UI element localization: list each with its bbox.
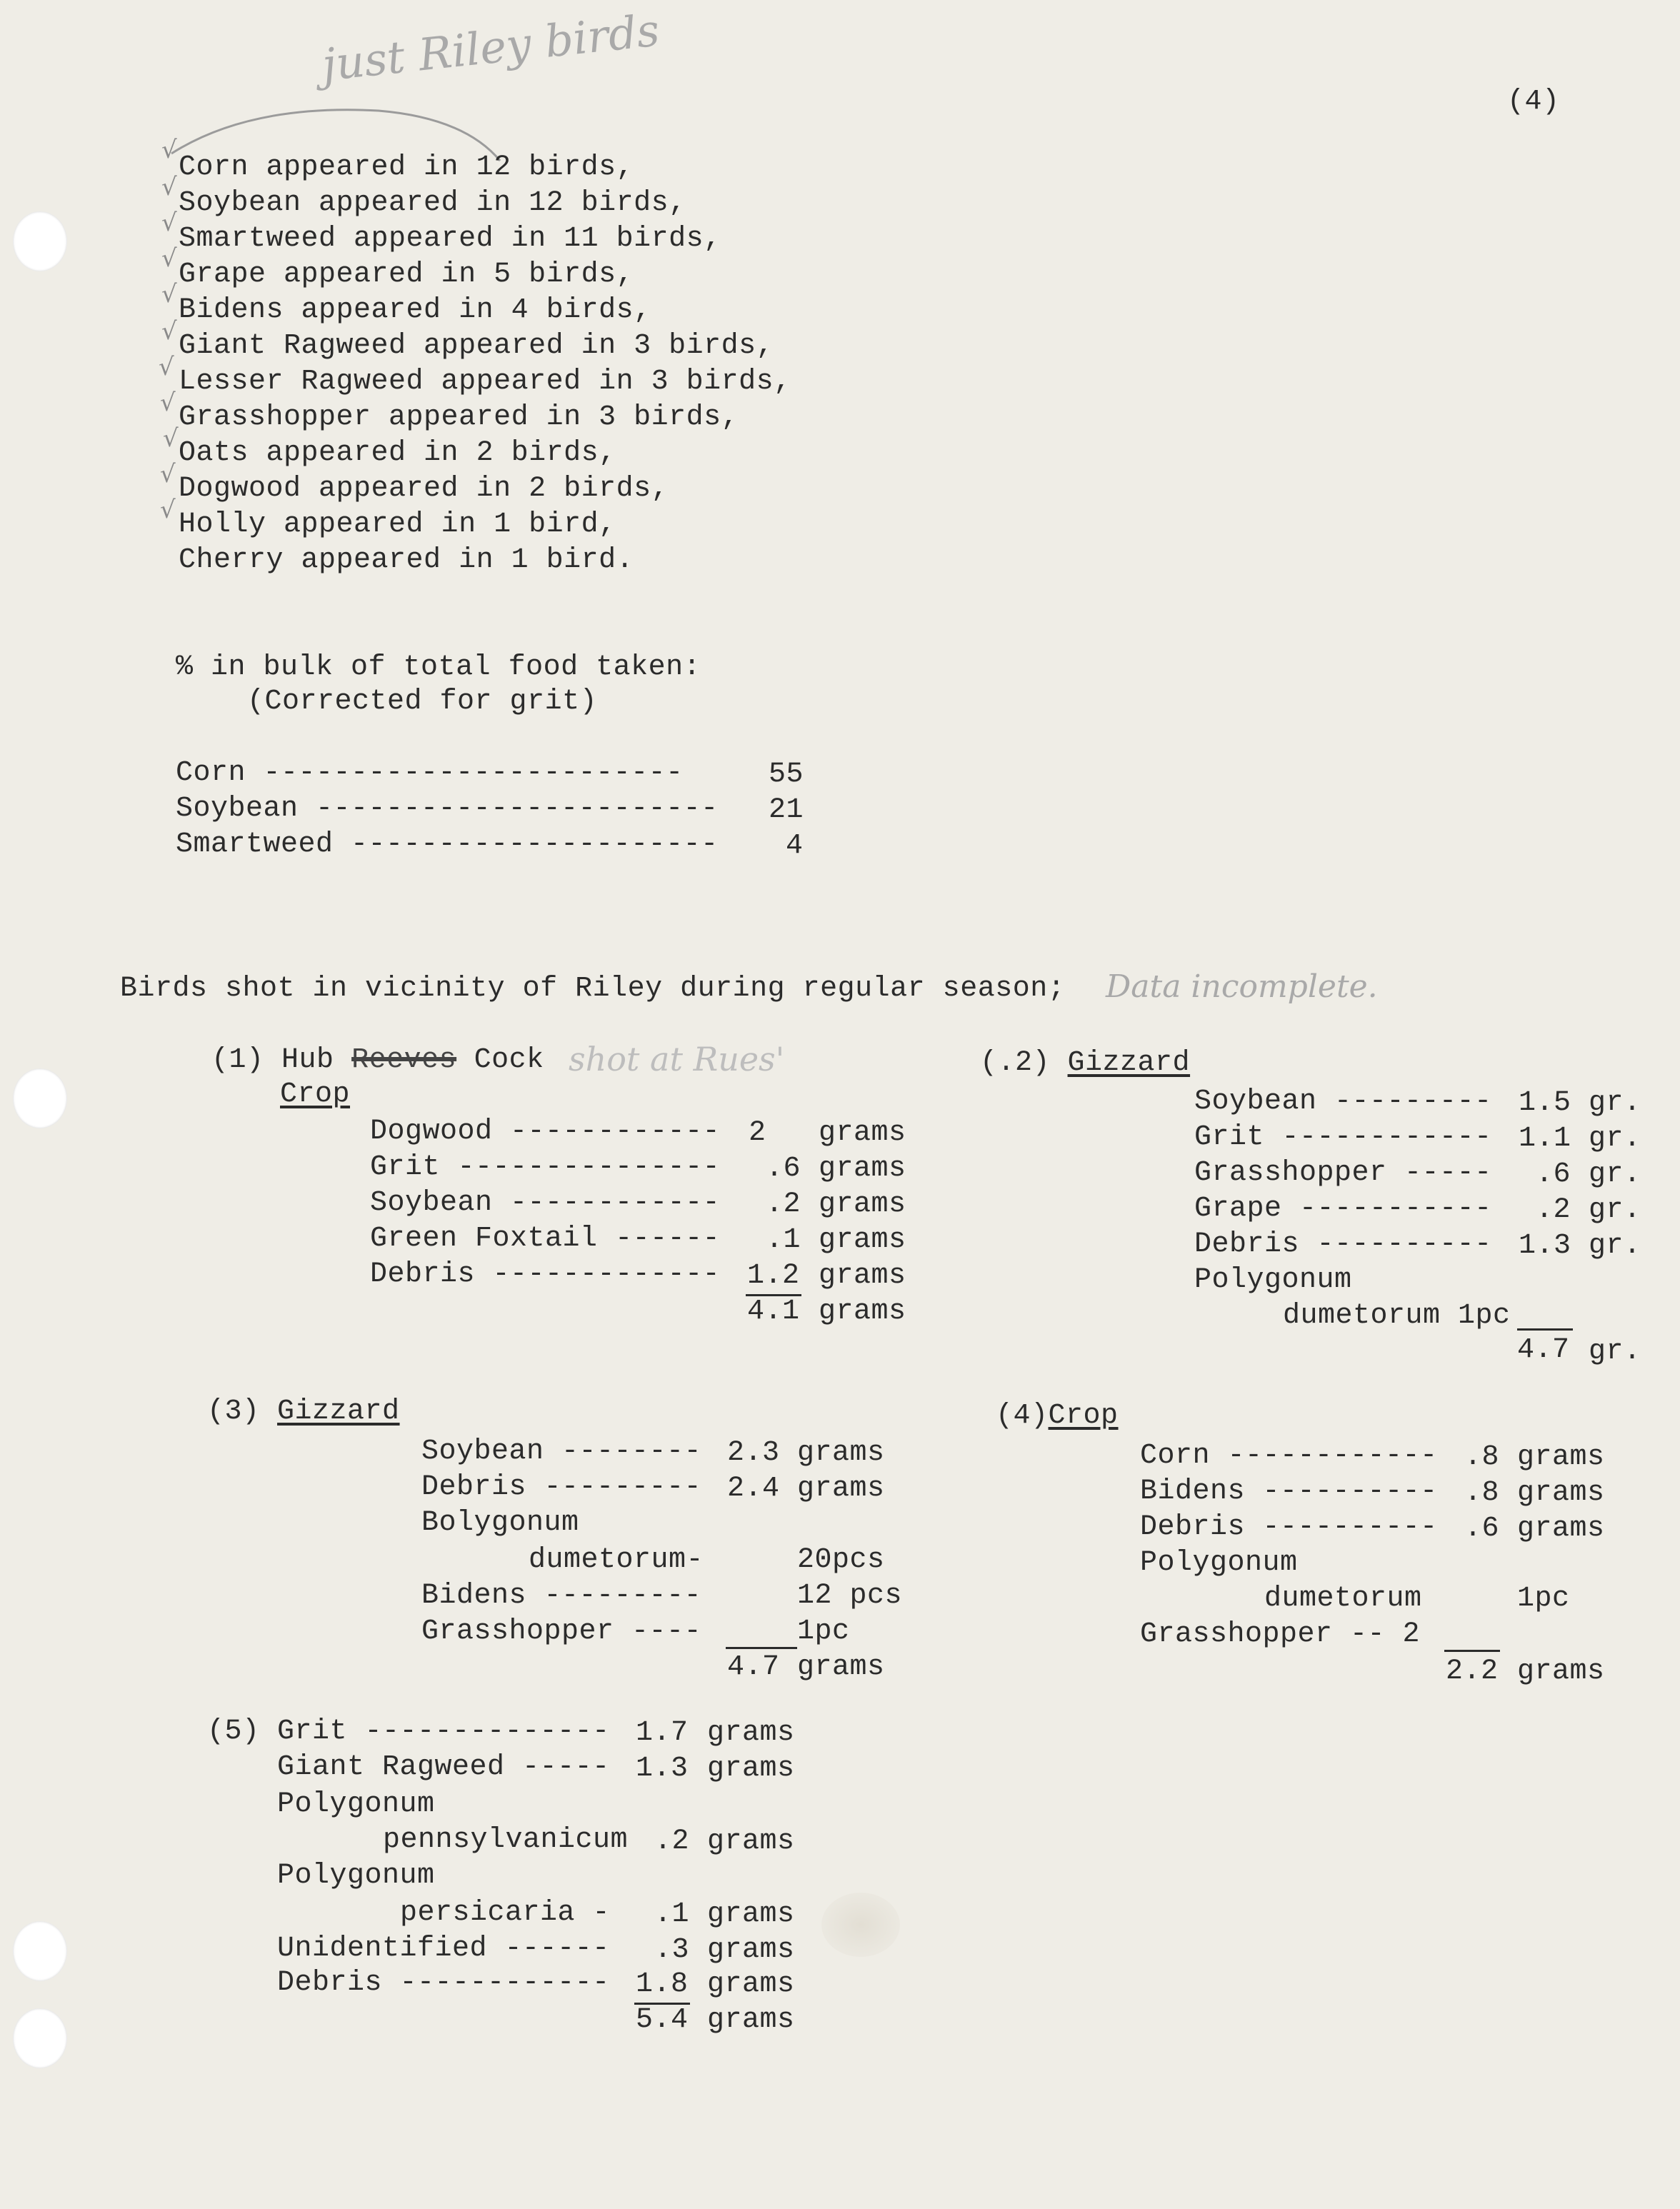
item-dashes: -------------- (347, 1715, 610, 1748)
struck-name: Reeves (351, 1044, 457, 1076)
polygonum-species: dumetorum 1pc (1283, 1300, 1511, 1332)
check-icon: √ (161, 136, 177, 164)
section-label: Gizzard (277, 1396, 400, 1428)
polygonum-count: 20pcs (797, 1544, 885, 1576)
item-dashes: ---------- (1245, 1476, 1438, 1508)
item-dashes: ---- (614, 1616, 702, 1648)
item-name: Bidens (421, 1580, 527, 1612)
bulk-row (176, 827, 719, 863)
item-name: Grape (1194, 1193, 1282, 1225)
list-item: Cherry appeared in 1 bird. (179, 544, 634, 576)
item-row (277, 1931, 610, 1967)
item-value: .6 (1536, 1158, 1571, 1191)
item-name: Soybean (421, 1436, 544, 1468)
item-row (1140, 1438, 1438, 1474)
item-value: .8 (1464, 1477, 1500, 1509)
season-annotation: Data incomplete. (1106, 968, 1378, 1005)
item-unit: grams (707, 1753, 795, 1785)
item-unit: grams (707, 1898, 795, 1930)
bird-label: (.2) (980, 1047, 1051, 1079)
check-icon: √ (160, 496, 176, 524)
item-unit: grams (707, 1825, 795, 1858)
item-name: Corn (1140, 1440, 1211, 1472)
bulk-heading: % in bulk of total food taken: (176, 651, 701, 683)
bulk-row (176, 756, 684, 791)
item-name: Soybean (370, 1187, 493, 1219)
item-count: 1pc (797, 1616, 850, 1648)
list-item: Dogwood appeared in 2 birds, (179, 473, 669, 505)
item-count: 12 pcs (797, 1580, 903, 1612)
item-row (421, 1470, 701, 1506)
bulk-name: Soybean (176, 793, 299, 825)
item-value: .1 (766, 1224, 801, 1256)
punch-hole-middle (13, 1068, 67, 1128)
item-dashes: ----------- (1281, 1193, 1492, 1225)
list-item: Soybean appeared in 12 birds, (179, 187, 686, 219)
total-value: 4.1 (747, 1296, 800, 1328)
item-unit: grams (797, 1437, 885, 1469)
polygonum-count: 1pc (1517, 1583, 1570, 1615)
item-row (1194, 1191, 1492, 1227)
item-unit: gr. (1589, 1087, 1641, 1119)
list-item: Grasshopper appeared in 3 birds, (179, 401, 739, 434)
item-unit: gr. (1589, 1230, 1641, 1262)
list-item: Grape appeared in 5 birds, (179, 259, 634, 291)
bulk-dashes: ------------------------ (246, 757, 684, 789)
total-unit: gr. (1589, 1336, 1641, 1368)
item-dashes: ------------ (492, 1187, 721, 1219)
item-row (1140, 1474, 1438, 1510)
item-unit: grams (1517, 1513, 1605, 1545)
item-value: 1.5 (1519, 1087, 1571, 1119)
item-dashes: ---------- (1245, 1511, 1438, 1543)
item-name: Grit (370, 1151, 441, 1183)
item-name: Grit (277, 1715, 348, 1748)
total-unit: grams (797, 1651, 885, 1683)
polygonum-species: pennsylvanicum (383, 1824, 629, 1856)
bulk-name: Smartweed (176, 828, 334, 861)
bulk-subheading: (Corrected for grit) (247, 686, 598, 718)
item-dashes: ------------ (492, 1116, 721, 1148)
item-dashes: ------------ (1210, 1440, 1438, 1472)
sum-rule (1517, 1328, 1573, 1331)
item-name: Giant Ragweed (277, 1751, 505, 1783)
item-row (1140, 1510, 1438, 1546)
item-unit: grams (707, 1934, 795, 1966)
item-name: Debris (277, 1967, 383, 1999)
item-unit: grams (1517, 1477, 1605, 1509)
item-value: .1 (654, 1898, 690, 1930)
item-dashes: ------------- (475, 1258, 721, 1291)
item-row (421, 1578, 701, 1614)
header-annotation: just Riley birds (319, 4, 662, 91)
item-value: 2.3 (727, 1437, 780, 1469)
check-icon: √ (161, 317, 177, 346)
polygonum-label: Polygonum (1140, 1547, 1298, 1579)
bulk-row (176, 791, 719, 827)
item-value: .2 (766, 1188, 801, 1221)
item-unit: grams (1517, 1441, 1605, 1473)
item-unit: gr. (1589, 1194, 1641, 1226)
item-unit: gr. (1589, 1158, 1641, 1191)
item-dashes: ------ (597, 1223, 721, 1255)
item-row (1194, 1227, 1492, 1263)
total-unit: grams (819, 1296, 906, 1328)
polygonum-species: dumetorum (1264, 1583, 1422, 1615)
item-name: Grasshopper (1194, 1157, 1387, 1189)
bird-1-annotation: shot at Rues' (569, 1040, 785, 1078)
item-row (277, 1750, 610, 1785)
item-row (370, 1257, 720, 1293)
item-value: 1.3 (1519, 1230, 1571, 1262)
item-value: 1.1 (1519, 1123, 1571, 1155)
item-dashes: --------------- (440, 1151, 721, 1183)
paper-stain (821, 1893, 900, 1957)
item-name: Green Foxtail (370, 1223, 598, 1255)
list-item: Holly appeared in 1 bird, (179, 509, 616, 541)
sum-rule (726, 1647, 797, 1649)
section-label: Gizzard (1067, 1047, 1191, 1079)
item-dashes: ----- (504, 1751, 610, 1783)
item-dashes: -------- (544, 1436, 702, 1468)
bulk-name: Corn (176, 757, 246, 789)
section-label: Crop (1048, 1400, 1119, 1432)
bird-4-title (996, 1398, 1119, 1434)
item-value: 1.2 (747, 1260, 800, 1292)
item-name: Debris (1194, 1228, 1300, 1261)
bulk-dashes: --------------------- (333, 828, 719, 861)
list-item: Corn appeared in 12 birds, (179, 151, 634, 184)
season-heading: Birds shot in vicinity of Riley during regular season; (120, 973, 1066, 1005)
item-unit: grams (707, 1717, 795, 1749)
item-unit: grams (819, 1117, 906, 1149)
list-item: Giant Ragweed appeared in 3 birds, (179, 330, 774, 362)
item-row (1194, 1156, 1492, 1191)
item-name: Debris (370, 1258, 476, 1291)
item-value: .6 (1464, 1513, 1500, 1545)
total-value: 2.2 (1446, 1656, 1499, 1688)
page-number: (4) (1507, 86, 1560, 118)
total-value: 5.4 (636, 2004, 689, 2036)
check-icon: √ (163, 424, 179, 453)
item-row (1194, 1120, 1492, 1156)
bird-label: (4) (996, 1400, 1049, 1432)
item-dashes: ------------ (1264, 1121, 1492, 1153)
item-value: .8 (1464, 1441, 1500, 1473)
bird-label: (1) (211, 1044, 264, 1076)
item-unit: grams (797, 1473, 885, 1505)
item-value: .6 (766, 1153, 801, 1185)
check-icon: √ (160, 389, 176, 417)
bird-label: (3) (207, 1396, 260, 1428)
list-item: Oats appeared in 2 birds, (179, 437, 616, 469)
item-dashes: --------- (1316, 1086, 1492, 1118)
bulk-dashes: ----------------------- (298, 793, 719, 825)
bird-2-title (980, 1046, 1190, 1081)
item-value: 1.3 (636, 1753, 689, 1785)
item-value: 2.4 (727, 1473, 780, 1505)
item-unit: grams (819, 1153, 906, 1185)
polygonum-label: Polygonum (277, 1860, 435, 1892)
item-row (1194, 1084, 1492, 1120)
item-unit: grams (707, 1968, 795, 2000)
polygonum-species: dumetorum- (529, 1544, 704, 1576)
item-name: Bidens (1140, 1476, 1246, 1508)
total-value: 4.7 (1517, 1334, 1570, 1366)
item-name: Dogwood (370, 1116, 493, 1148)
item-row (370, 1221, 720, 1257)
item-dashes: --------- (526, 1471, 702, 1503)
bulk-value: 21 (769, 794, 804, 826)
item-name: Grasshopper (421, 1616, 614, 1648)
item-name: Debris (1140, 1511, 1246, 1543)
polygonum-label: Polygonum (277, 1788, 435, 1820)
list-item: Bidens appeared in 4 birds, (179, 294, 651, 326)
total-unit: grams (1517, 1656, 1605, 1688)
item-dashes: --------- (526, 1580, 702, 1612)
grasshopper-row: Grasshopper -- 2 (1140, 1618, 1421, 1651)
check-icon: √ (161, 173, 177, 201)
bird-label: (5) (207, 1715, 260, 1748)
punch-hole-bottom (13, 2008, 67, 2068)
polygonum-label: Bolygonum (421, 1507, 579, 1539)
item-name: Soybean (1194, 1086, 1317, 1118)
check-icon: √ (161, 280, 177, 309)
item-dashes: ----- (1386, 1157, 1492, 1189)
item-unit: grams (819, 1260, 906, 1292)
item-value: 1.7 (636, 1717, 689, 1749)
item-row (370, 1150, 720, 1186)
item-unit: gr. (1589, 1123, 1641, 1155)
item-value: .3 (654, 1934, 690, 1966)
list-item: Lesser Ragweed appeared in 3 birds, (179, 366, 791, 398)
item-row (370, 1114, 720, 1150)
section-label: Crop (280, 1078, 351, 1111)
bird-name-part: Cock (474, 1044, 544, 1076)
item-unit: grams (819, 1188, 906, 1221)
check-icon: √ (159, 353, 174, 381)
total-value: 4.7 (727, 1651, 780, 1683)
polygonum-species: persicaria - (400, 1897, 611, 1929)
punch-hole-top (13, 211, 67, 271)
item-dashes: ------ (487, 1933, 610, 1965)
sum-rule (1444, 1650, 1500, 1652)
total-unit: grams (707, 2004, 795, 2036)
item-value: 1.8 (636, 1968, 689, 2000)
item-unit: grams (819, 1224, 906, 1256)
check-icon: √ (161, 209, 177, 237)
bird-1-title (211, 1043, 544, 1078)
bird-3-title (207, 1394, 400, 1430)
bird-5-title (207, 1714, 610, 1750)
item-name: Debris (421, 1471, 527, 1503)
item-row (370, 1186, 720, 1221)
polygonum-label: Polygonum (1194, 1264, 1352, 1296)
item-value: .2 (654, 1825, 690, 1858)
check-icon: √ (160, 460, 176, 489)
bird-name-part: Hub (281, 1044, 334, 1076)
item-dashes: ------------ (382, 1967, 610, 1999)
list-item: Smartweed appeared in 11 birds, (179, 223, 721, 255)
item-name: Unidentified (277, 1933, 488, 1965)
bulk-value: 4 (786, 830, 804, 862)
item-row (421, 1434, 701, 1470)
bulk-value: 55 (769, 758, 804, 791)
item-row (421, 1614, 701, 1650)
item-name: Grit (1194, 1121, 1265, 1153)
punch-hole-lower (13, 1921, 67, 1981)
item-value: .2 (1536, 1194, 1571, 1226)
item-value: 2 (749, 1117, 766, 1149)
check-icon: √ (161, 244, 177, 273)
item-dashes: ---------- (1299, 1228, 1492, 1261)
item-row (277, 1965, 610, 2001)
